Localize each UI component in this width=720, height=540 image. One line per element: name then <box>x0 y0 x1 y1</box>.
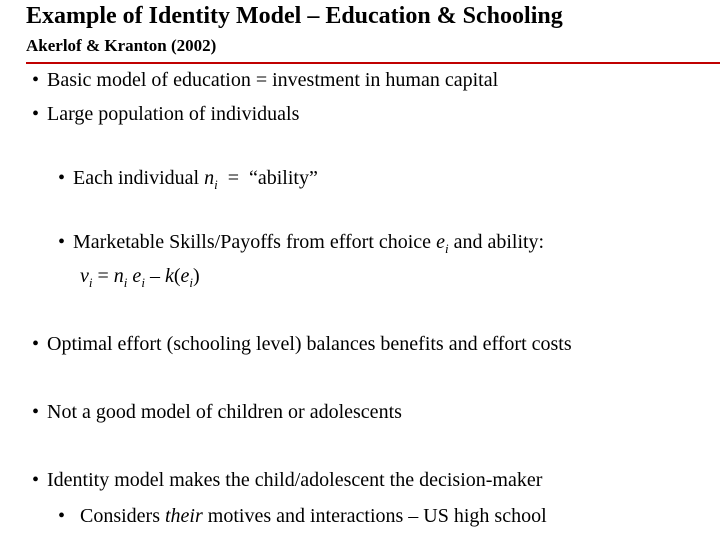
math-op: = <box>92 265 114 287</box>
math-var: k <box>164 265 174 287</box>
bullet-glyph: • <box>32 103 40 125</box>
bullet-item <box>32 68 498 92</box>
bullet-glyph: • <box>32 401 40 423</box>
bullet-glyph: • <box>58 231 66 253</box>
slide-subtitle: Akerlof & Kranton (2002) <box>26 36 217 55</box>
slide-title: Example of Identity Model – Education & Schooling <box>26 3 563 29</box>
math-subscript: i <box>189 275 194 290</box>
bullet-text: Basic model of education = investment in human capital <box>47 69 499 91</box>
bullet-glyph: • <box>58 505 66 527</box>
math-subscript: i <box>444 241 449 256</box>
sub-bullet-item <box>58 166 318 190</box>
bullet-text: = “ability” <box>217 167 318 189</box>
payoff-equation <box>80 264 200 288</box>
math-subscript: i <box>88 275 93 290</box>
math-var: n <box>204 167 215 189</box>
bullet-text: and ability: <box>448 231 545 253</box>
bullet-glyph: • <box>32 69 40 91</box>
bullet-text: Not a good model of children or adolescents <box>47 401 402 423</box>
sub-bullet-item <box>58 504 547 528</box>
bullet-text: Each individual <box>73 167 205 189</box>
math-subscript: i <box>123 275 128 290</box>
bullet-text: Optimal effort (schooling level) balances benefits and effort costs <box>47 333 572 355</box>
bullet-item <box>32 102 299 126</box>
bullet-text: Identity model makes the child/adolescent the decision-maker <box>47 469 543 491</box>
bullet-text: Large population of individuals <box>47 103 300 125</box>
math-var: e <box>436 231 445 253</box>
emphasis-text: their <box>165 505 203 527</box>
math-op: ( <box>173 265 181 287</box>
sub-bullet-item <box>58 230 544 254</box>
bullet-text: Considers <box>80 505 165 527</box>
math-var: n <box>113 265 124 287</box>
bullet-text: motives and interactions – US high school <box>202 505 547 527</box>
bullet-item <box>32 332 572 356</box>
bullet-glyph: • <box>32 469 40 491</box>
math-subscript: i <box>141 275 145 290</box>
title-divider <box>26 62 720 64</box>
math-op: – <box>144 265 165 287</box>
bullet-glyph: • <box>58 167 66 189</box>
math-subscript: i <box>214 177 218 192</box>
bullet-item <box>32 468 542 492</box>
math-var: e <box>132 265 142 287</box>
bullet-item <box>32 400 402 424</box>
bullet-glyph: • <box>32 333 40 355</box>
math-op: ) <box>193 265 200 287</box>
bullet-text: Marketable Skills/Payoffs from effort choice <box>73 231 437 253</box>
math-var: v <box>80 265 89 287</box>
math-var: e <box>180 265 190 287</box>
